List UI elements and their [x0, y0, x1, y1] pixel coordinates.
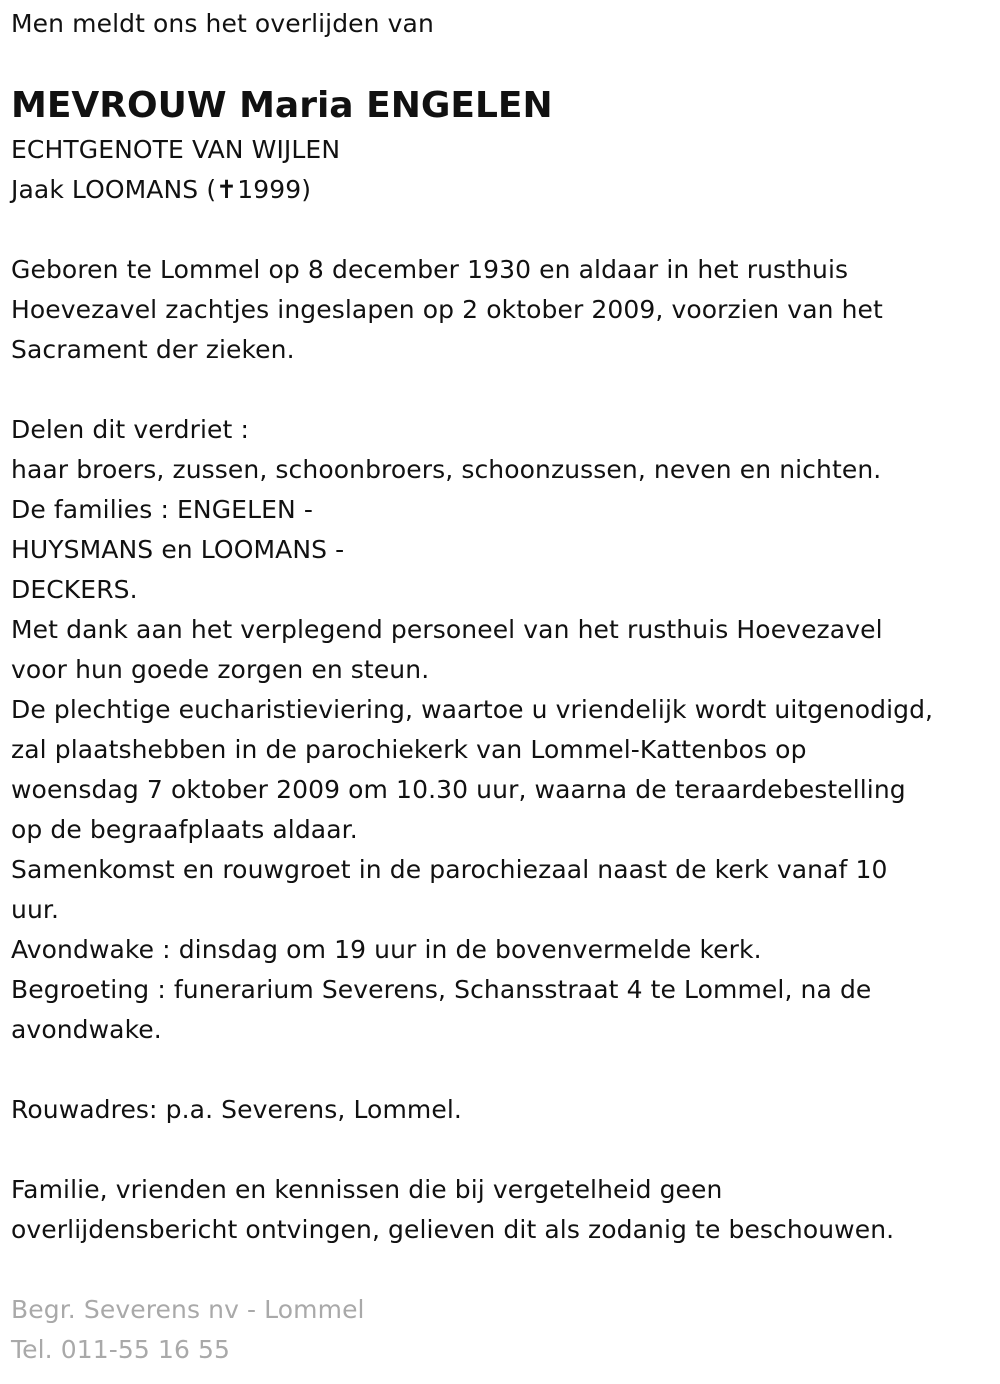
birth-death-line: Geboren te Lommel op 8 december 1930 en aldaar in het rusthuis — [11, 255, 849, 284]
deceased-name: MEVROUW Maria ENGELEN — [11, 85, 553, 126]
grief-line: Begroeting : funerarium Severens, Schansstraat 4 te Lommel, na de — [11, 975, 872, 1004]
mourning-address: Rouwadres: p.a. Severens, Lommel. — [11, 1095, 462, 1124]
notice-line: Familie, vrienden en kennissen die bij vergetelheid geen — [11, 1175, 723, 1204]
birth-death-line: Hoevezavel zachtjes ingeslapen op 2 oktober 2009, voorzien van het — [11, 295, 883, 324]
spouse-name-line — [11, 170, 996, 210]
spacer — [11, 210, 996, 250]
spouse-name: Jaak LOOMANS ( — [11, 175, 217, 204]
footer-company: Begr. Severens nv - Lommel — [11, 1295, 365, 1324]
intro-line: Men meldt ons het overlijden van — [11, 9, 434, 38]
notice-line: overlijdensbericht ontvingen, gelieven dit als zodanig te beschouwen. — [11, 1215, 895, 1244]
grief-line: Avondwake : dinsdag om 19 uur in de bovenvermelde kerk. — [11, 935, 762, 964]
grief-line: HUYSMANS en LOOMANS - — [11, 535, 345, 564]
obituary-notice — [11, 0, 996, 1370]
grief-line: De families : ENGELEN - — [11, 495, 313, 524]
spacer — [11, 1250, 996, 1290]
grief-line: haar broers, zussen, schoonbroers, schoonzussen, neven en nichten. — [11, 455, 882, 484]
grief-line: DECKERS. — [11, 575, 138, 604]
spouse-title: ECHTGENOTE VAN WIJLEN — [11, 135, 341, 164]
grief-line: woensdag 7 oktober 2009 om 10.30 uur, waarna de teraardebestelling — [11, 775, 906, 804]
grief-line: op de begraafplaats aldaar. — [11, 815, 358, 844]
spacer — [11, 370, 996, 410]
cross-icon: ✝ — [216, 175, 238, 204]
grief-line: De plechtige eucharistieviering, waartoe u vriendelijk wordt uitgenodigd, — [11, 695, 934, 724]
grief-line: uur. — [11, 895, 60, 924]
spacer — [11, 1050, 996, 1090]
grief-line: Met dank aan het verplegend personeel van het rusthuis Hoevezavel — [11, 615, 883, 644]
spouse-death-year: 1999) — [237, 175, 312, 204]
grief-line: avondwake. — [11, 1015, 162, 1044]
grief-line: zal plaatshebben in de parochiekerk van Lommel-Kattenbos op — [11, 735, 807, 764]
spacer — [11, 1130, 996, 1170]
grief-line: voor hun goede zorgen en steun. — [11, 655, 430, 684]
grief-line: Samenkomst en rouwgroet in de parochiezaal naast de kerk vanaf 10 — [11, 855, 888, 884]
birth-death-line: Sacrament der zieken. — [11, 335, 295, 364]
grief-line: Delen dit verdriet : — [11, 415, 249, 444]
footer-phone: Tel. 011-55 16 55 — [11, 1335, 231, 1364]
